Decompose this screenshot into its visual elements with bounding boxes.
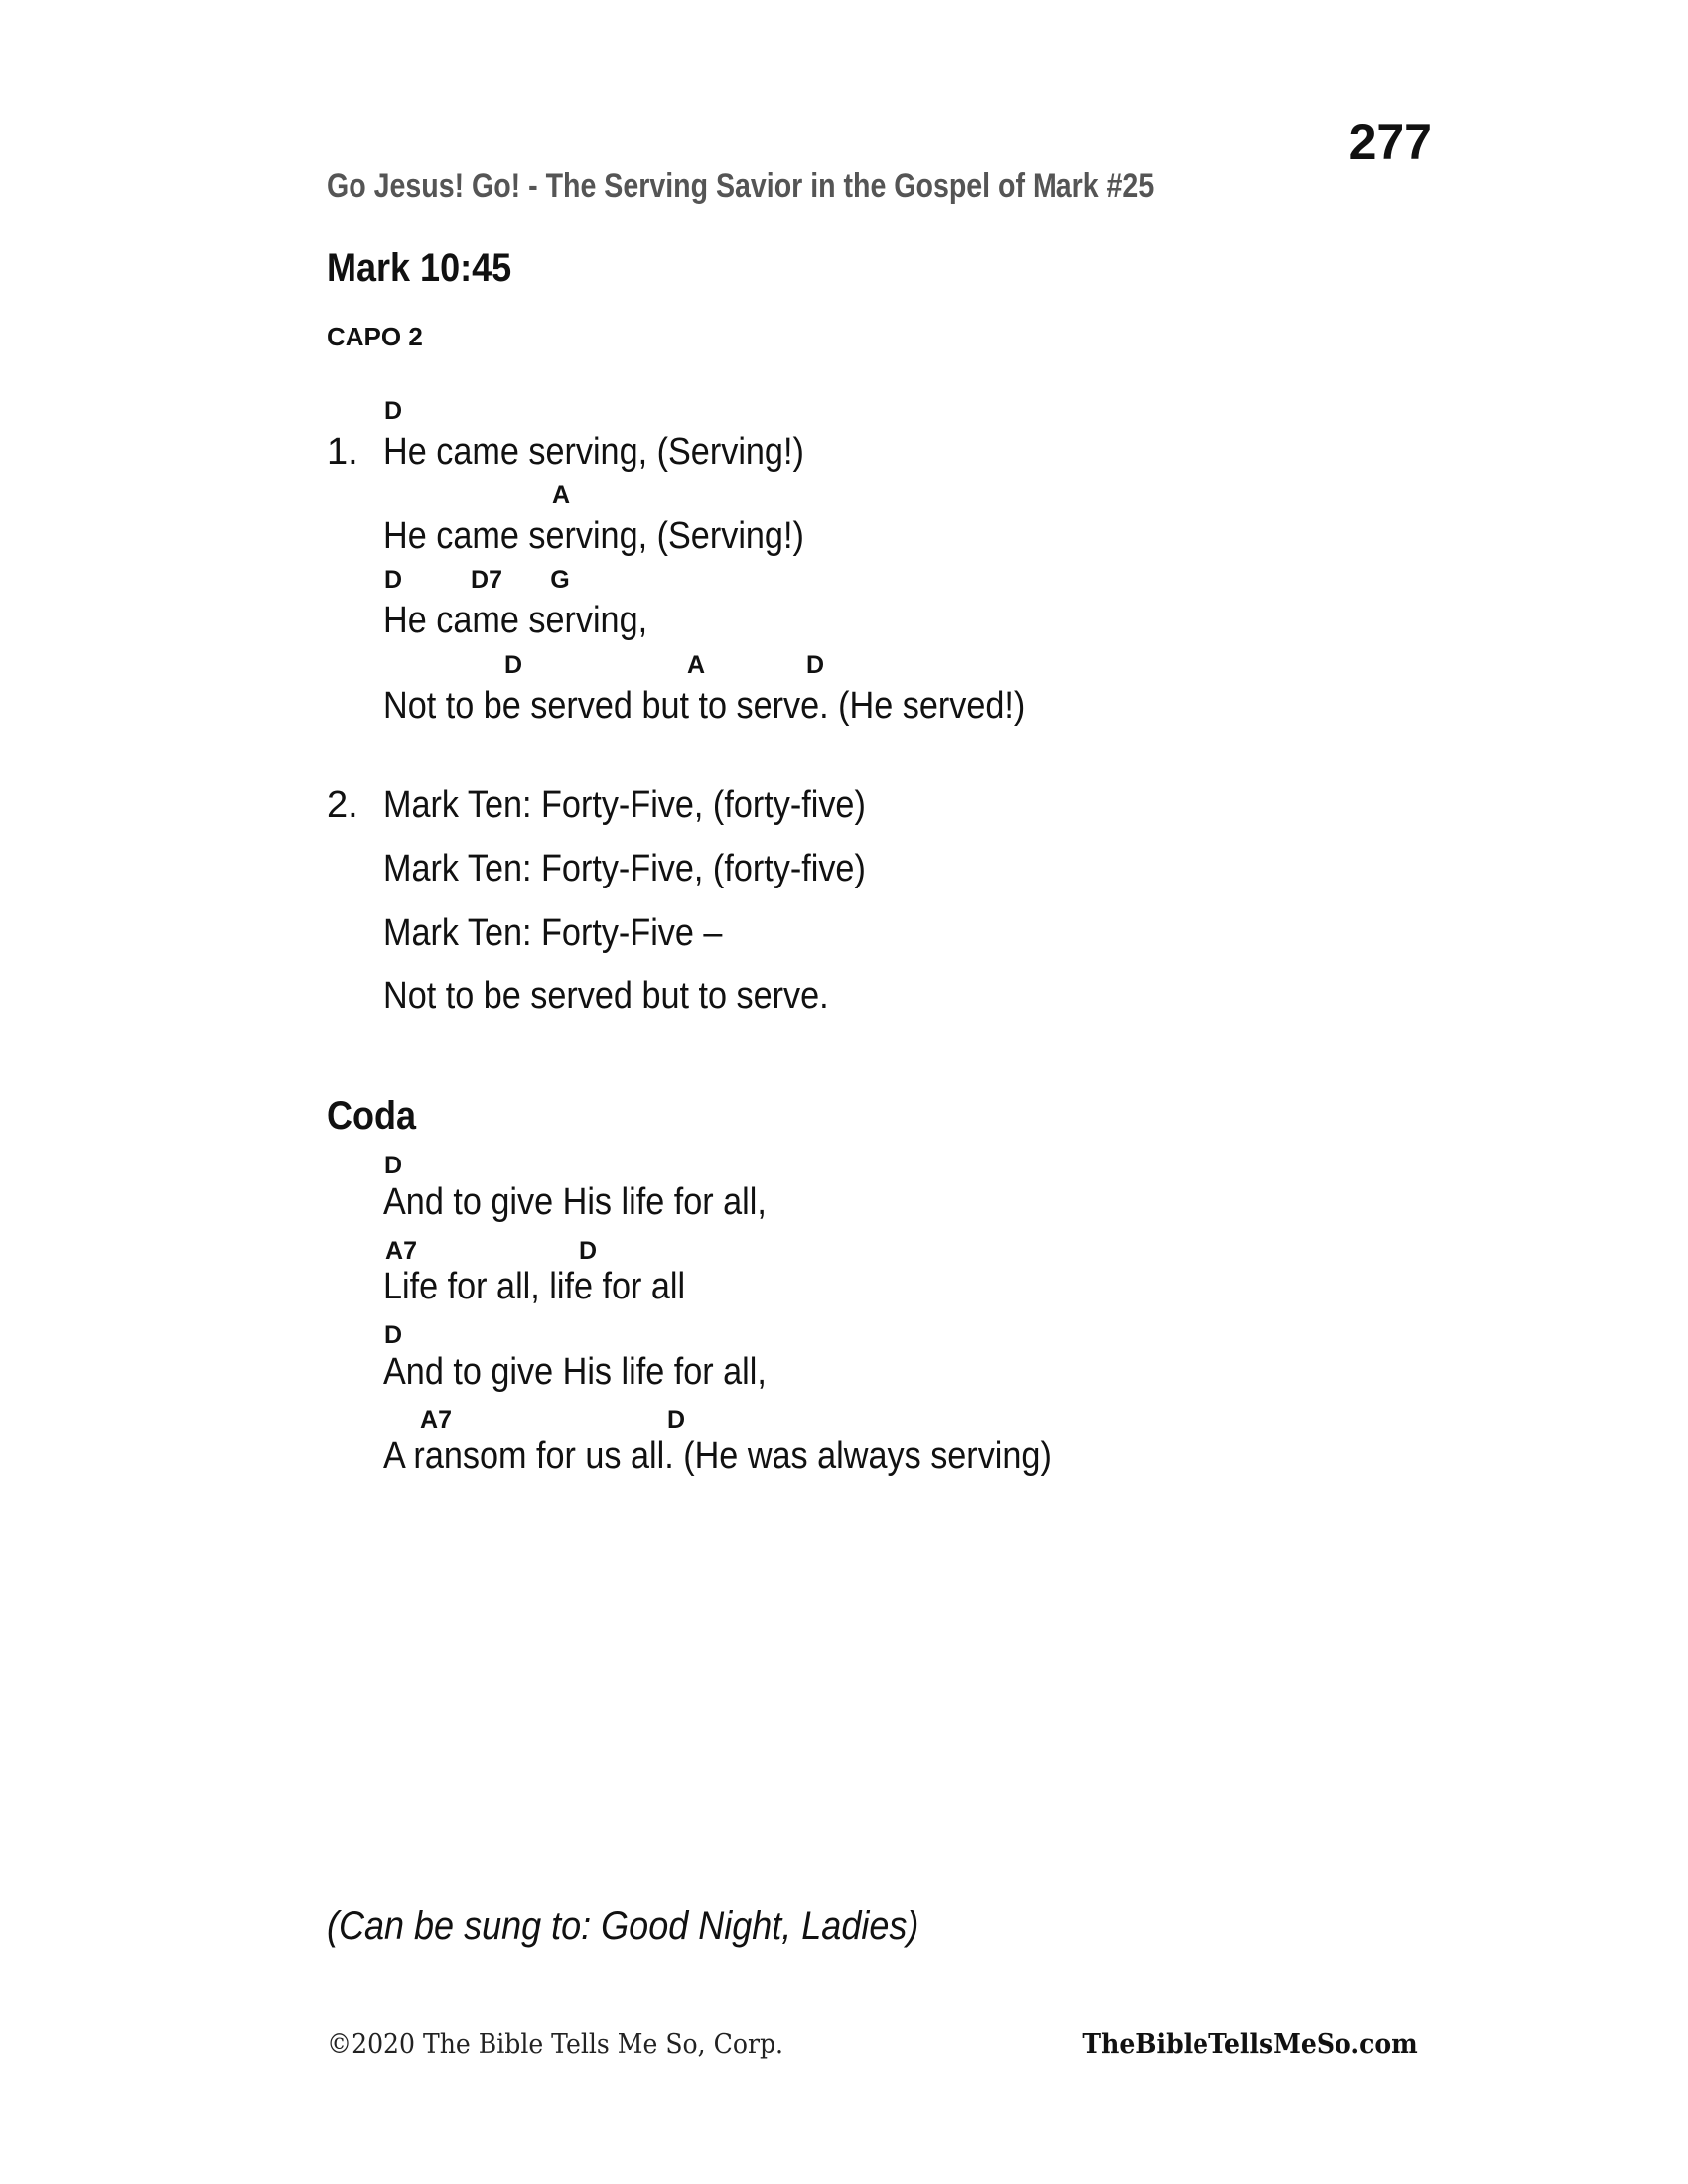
- chord: D: [383, 1321, 403, 1349]
- lyric-line: Mark Ten: Forty-Five, (forty-five): [383, 784, 866, 826]
- chord: A: [686, 651, 706, 679]
- chord: A7: [385, 1237, 417, 1265]
- coda-heading: Coda: [327, 1094, 416, 1138]
- chord: A: [551, 481, 571, 509]
- copyright: ©2020 The Bible Tells Me So, Corp.: [327, 2029, 784, 2060]
- lyric-line: Not to be served but to serve. (He served!): [383, 685, 1026, 727]
- chord: D: [805, 651, 825, 679]
- capo-label: CAPO 2: [327, 322, 423, 351]
- chord: A7: [420, 1406, 452, 1433]
- chord: D: [578, 1237, 598, 1265]
- lyric-line: Not to be served but to serve.: [383, 975, 829, 1017]
- chord: D7: [471, 566, 502, 594]
- chord: D: [383, 566, 403, 594]
- chord: G: [550, 566, 570, 594]
- verse-number: 1.: [327, 431, 358, 473]
- page-number: 277: [1348, 114, 1432, 170]
- tune-note: (Can be sung to: Good Night, Ladies): [327, 1904, 919, 1948]
- website-link[interactable]: TheBibleTellsMeSo.com: [1082, 2029, 1418, 2060]
- chord: D: [666, 1406, 686, 1433]
- lyric-line: Mark Ten: Forty-Five, (forty-five): [383, 848, 866, 889]
- lyric-line: A ransom for us all. (He was always serving): [383, 1435, 1052, 1477]
- song-title: Mark 10:45: [327, 246, 512, 290]
- lyric-line: He came serving,: [383, 600, 648, 641]
- lyric-line: And to give His life for all,: [383, 1181, 767, 1223]
- verse-number: 2.: [327, 784, 358, 826]
- lyric-line: Mark Ten: Forty-Five –: [383, 912, 723, 954]
- lyric-line: Life for all, life for all: [383, 1266, 686, 1307]
- chord: D: [383, 397, 403, 425]
- chord: D: [383, 1152, 403, 1179]
- chord: D: [503, 651, 523, 679]
- lyric-line: He came serving, (Serving!): [383, 515, 804, 557]
- book-header: Go Jesus! Go! - The Serving Savior in the Gospel of Mark #25: [327, 167, 1155, 205]
- lyric-line: He came serving, (Serving!): [383, 431, 804, 473]
- lyric-line: And to give His life for all,: [383, 1351, 767, 1393]
